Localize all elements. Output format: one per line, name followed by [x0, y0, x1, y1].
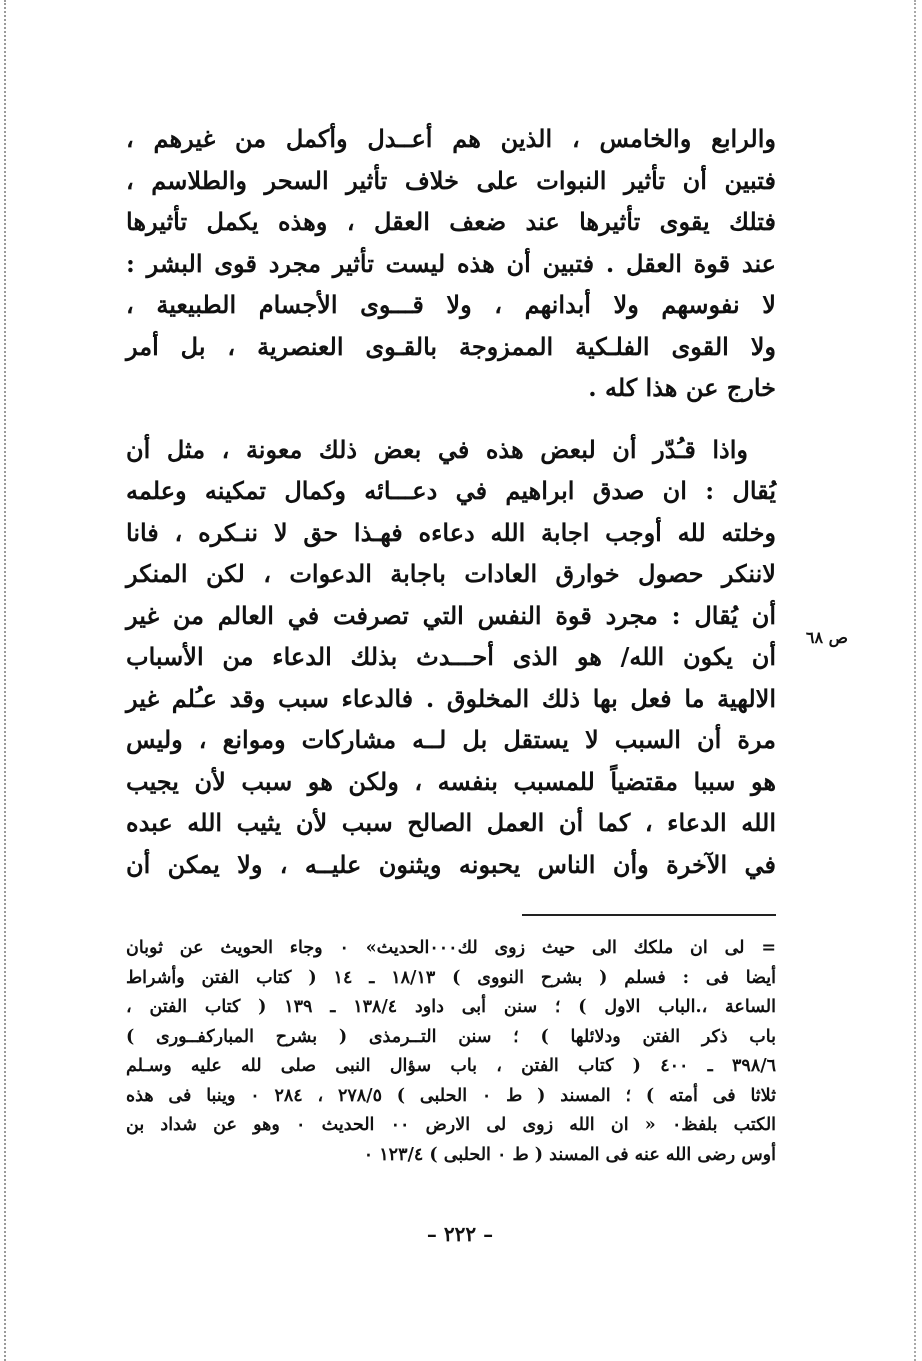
text-line: الله الدعاء ، كما أن العمل الصالح سبب لأن يثيب الله عبده	[126, 808, 776, 837]
text-line: لاننكر حصول خوارق العادات باجابة الدعوات ، لكن المنكر	[126, 559, 776, 588]
footnote-separator	[522, 914, 776, 916]
footnote-line: الكتب بلفظ٠ « ان الله زوى لى الارض ٠٠ الحديث ٠ وهو عن شداد بن	[126, 1115, 777, 1135]
footnote-line: أيضا فى : فسلم ( بشرح النووى ) ١٨/١٣ ـ ١٤ ( كتاب الفتن وأشراط	[126, 967, 777, 988]
text-line: وخلته لله أوجب اجابة الله دعاءه فهـذا حق لا ننـكره ، فانا	[126, 517, 776, 547]
text-line: عند قوة العقل . فتبين أن هذه ليست تأثير مجرد قوى البشر :	[126, 248, 776, 278]
text-line: فتلك يقوى تأثيرها عند ضعف العقل ، وهذه يكمل تأثيرها	[126, 207, 776, 236]
footnote-line: ٣٩٨/٦ ـ ٤٠٠ ( كتاب الفتن ، باب سؤال النبى صلى لله عليه وسـلم	[126, 1056, 777, 1076]
footnote-line: الساعة ،.الباب الاول ) ؛ سنن أبى داود ١٣٨/٤ ـ ١٣٩ ( كتاب الفتن ،	[126, 997, 777, 1017]
paragraph-1	[126, 118, 776, 409]
text-line: لا نفوسهم ولا أبدانهم ، ولا قـــوى الأجسام الطبيعية ،	[126, 290, 776, 319]
footnote-line: = لى ان ملكك الى حيث زوى لك٠٠٠الحديث» ٠ وجاء الحويث عن ثوبان	[126, 938, 777, 958]
text-line: أن يكون الله/ هو الذى أحـــدث بذلك الدعاء من الأسباب	[126, 642, 776, 671]
scan-left-edge	[4, 0, 6, 1361]
text-line: خارج عن هذا كله .	[588, 373, 776, 402]
scan-right-edge	[914, 0, 916, 1361]
footnotes	[126, 934, 776, 1170]
margin-page-reference: ص ٦٨	[805, 628, 848, 647]
text-line: أن يُقال : مجرد قوة النفس التي تصرفت في العالم من غير	[126, 600, 776, 630]
paragraph-gap	[126, 409, 776, 429]
text-line: والرابع والخامس ، الذين هم أعــدل وأكمل من غيرهم ،	[126, 124, 776, 153]
text-line: ولا القوى الفلـكية الممزوجة بالقـوى العنصرية ، بل أمر	[126, 331, 776, 361]
text-line: واذا قـُدّر أن لبعض هذه في بعض ذلك معونة ، مثل أن	[126, 434, 748, 464]
text-line: الالهية ما فعل بها ذلك المخلوق . فالدعاء سبب وقد عـُلم غير	[126, 683, 776, 713]
text-line: مرة أن السبب لا يستقل بل لــه مشاركات وموانع ، وليس	[126, 725, 776, 754]
paragraph-2	[126, 429, 776, 886]
text-line: هو سببا مقتضياً للمسبب بنفسه ، ولكن هو سبب لأن يجيب	[126, 766, 776, 796]
footnote-line: أوس رضى الله عنه فى المسند ( ط ٠ الحلبى ) ١٢٣/٤ ٠	[363, 1144, 776, 1165]
text-line: فتبين أن تأثير النبوات على خلاف تأثير السحر والطلاسم ،	[126, 165, 776, 195]
footnote-line: باب ذكر الفتن ودلائلها ) ؛ سنن التــرمذى ( بشرح المباركفــورى )	[126, 1026, 776, 1047]
text-line: في الآخرة وأن الناس يحبونه ويثنون عليــه ، ولا يمكن أن	[126, 849, 776, 879]
main-text	[126, 118, 776, 885]
footnote-line: ثلاثا فى أمته ) ؛ المسند ( ط ٠ الحلبى ) ٢٧٨/٥ ، ٢٨٤ ٠ وينبا فى هذه	[126, 1085, 776, 1106]
text-line: يُقال : ان صدق ابراهيم في دعـــائه وكمال تمكينه وعلمه	[126, 476, 776, 505]
page-number: – ٢٢٢ –	[426, 1222, 494, 1246]
